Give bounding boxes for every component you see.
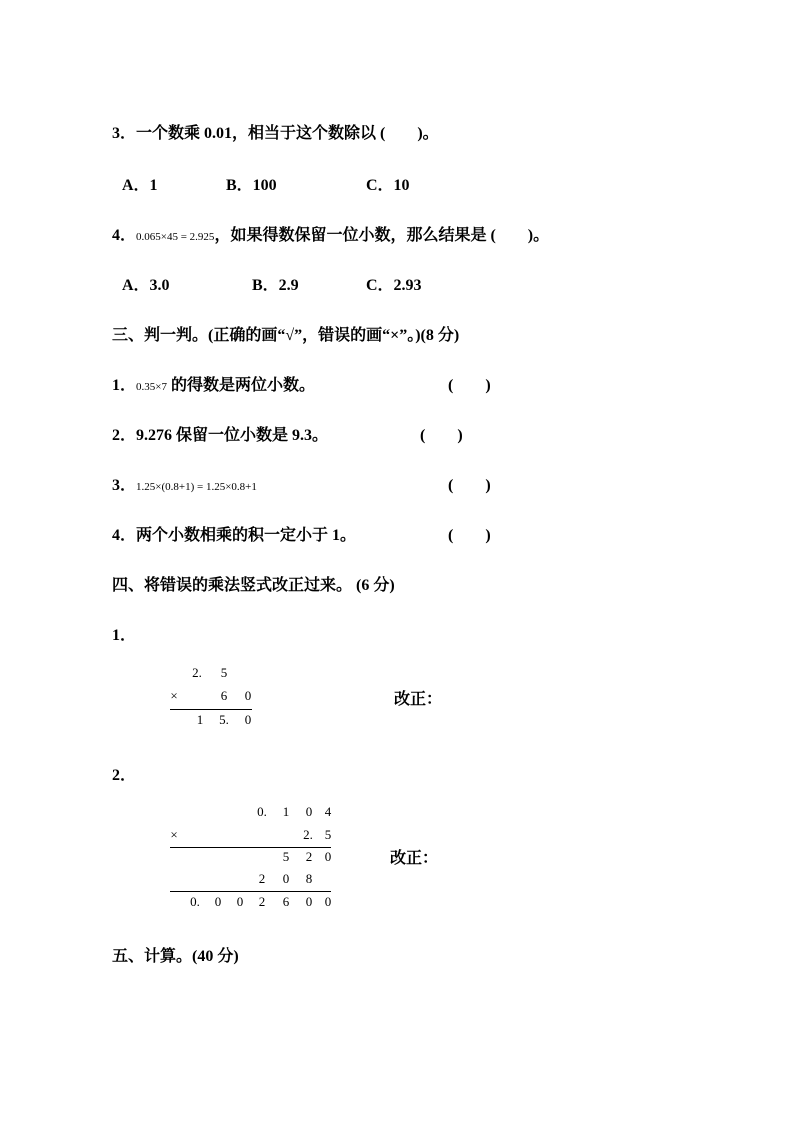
calc2-digit: 2 <box>305 849 313 864</box>
calc1-digit: 2. <box>192 665 202 680</box>
judge-item-4-text: 两个小数相乘的积一定小于 1。 <box>136 527 357 544</box>
calc1-rule <box>170 709 252 710</box>
judge-item-1-expression: 0.35×7 <box>136 381 167 393</box>
q3-option-a: A．1 <box>122 177 158 194</box>
judge-item-1-answer-blank[interactable]: ( ) <box>448 377 491 394</box>
calc1-digit: 5. <box>219 712 229 727</box>
question-3: 3．一个数乘 0.01，相当于这个数除以 ( )。 <box>112 125 439 142</box>
judge-item-1 <box>112 372 315 395</box>
q4-text: ，如果得数保留一位小数，那么结果是 ( )。 <box>214 227 550 244</box>
calc2-digit: 5 <box>324 827 332 842</box>
q3-option-c: C．10 <box>366 177 410 194</box>
q3-option-b: B．100 <box>226 177 277 194</box>
calc2-digit: 0. <box>190 894 200 909</box>
judge-item-2-number: 2． <box>112 427 137 444</box>
calc2-digit: 0 <box>324 894 332 909</box>
section-5-title: 五、计算。(40 分) <box>112 948 239 965</box>
judge-item-3-number: 3． <box>112 477 137 494</box>
calc2-digit: 5 <box>282 849 290 864</box>
calc2-digit: 0 <box>214 894 222 909</box>
calc2-rule-1 <box>170 847 331 848</box>
judge-item-2-text: 9.276 保留一位小数是 9.3。 <box>136 427 329 444</box>
q4-expression: 0.065×45 = 2.925 <box>136 231 215 243</box>
question-4 <box>112 222 549 245</box>
judge-item-2 <box>112 422 328 445</box>
section-3-title: 三、判一判。(正确的画“√”，错误的画“×”。)(8 分) <box>112 327 460 344</box>
judge-item-3-expression: 1.25×(0.8+1) = 1.25×0.8+1 <box>136 481 257 493</box>
q4-option-c: C．2.93 <box>366 277 422 294</box>
calc1-digit: 6 <box>220 688 228 703</box>
calc1-digit: 1 <box>196 712 204 727</box>
calc1-digit: 0 <box>244 712 252 727</box>
calc2-digit: 2. <box>303 827 313 842</box>
correction-2-label: 改正： <box>390 850 439 867</box>
correction-2-number: 2． <box>112 767 137 784</box>
calc2-digit: 0 <box>236 894 244 909</box>
q4-number: 4． <box>112 227 137 244</box>
calc2-rule-2 <box>170 891 331 892</box>
calc1-digit: 0 <box>244 688 252 703</box>
judge-item-4-number: 4． <box>112 527 137 544</box>
q4-option-a: A．3.0 <box>122 277 170 294</box>
calc2-digit: 1 <box>282 804 290 819</box>
judge-item-1-text: 的得数是两位小数。 <box>166 377 315 394</box>
judge-item-2-answer-blank[interactable]: ( ) <box>420 427 463 444</box>
calc2-digit: 0 <box>305 804 313 819</box>
calc2-multiply-sign: × <box>170 827 178 842</box>
calc2-digit: 2 <box>258 894 266 909</box>
q4-option-b: B．2.9 <box>252 277 299 294</box>
calc2-digit: 0 <box>282 871 290 886</box>
calc2-digit: 2 <box>258 871 266 886</box>
calc2-digit: 8 <box>305 871 313 886</box>
calc2-digit: 6 <box>282 894 290 909</box>
judge-item-1-number: 1． <box>112 377 137 394</box>
judge-item-4-answer-blank[interactable]: ( ) <box>448 527 491 544</box>
judge-item-3 <box>112 472 257 495</box>
calc2-digit: 0 <box>305 894 313 909</box>
section-4-title: 四、将错误的乘法竖式改正过来。 (6 分) <box>112 577 395 594</box>
calc1-multiply-sign: × <box>170 688 178 703</box>
calc2-digit: 0. <box>257 804 267 819</box>
calc2-digit: 4 <box>324 804 332 819</box>
correction-1-label: 改正： <box>394 691 443 708</box>
correction-1-number: 1． <box>112 627 137 644</box>
calc1-digit: 5 <box>220 665 228 680</box>
calc2-digit: 0 <box>324 849 332 864</box>
judge-item-3-answer-blank[interactable]: ( ) <box>448 477 491 494</box>
judge-item-4 <box>112 522 356 545</box>
